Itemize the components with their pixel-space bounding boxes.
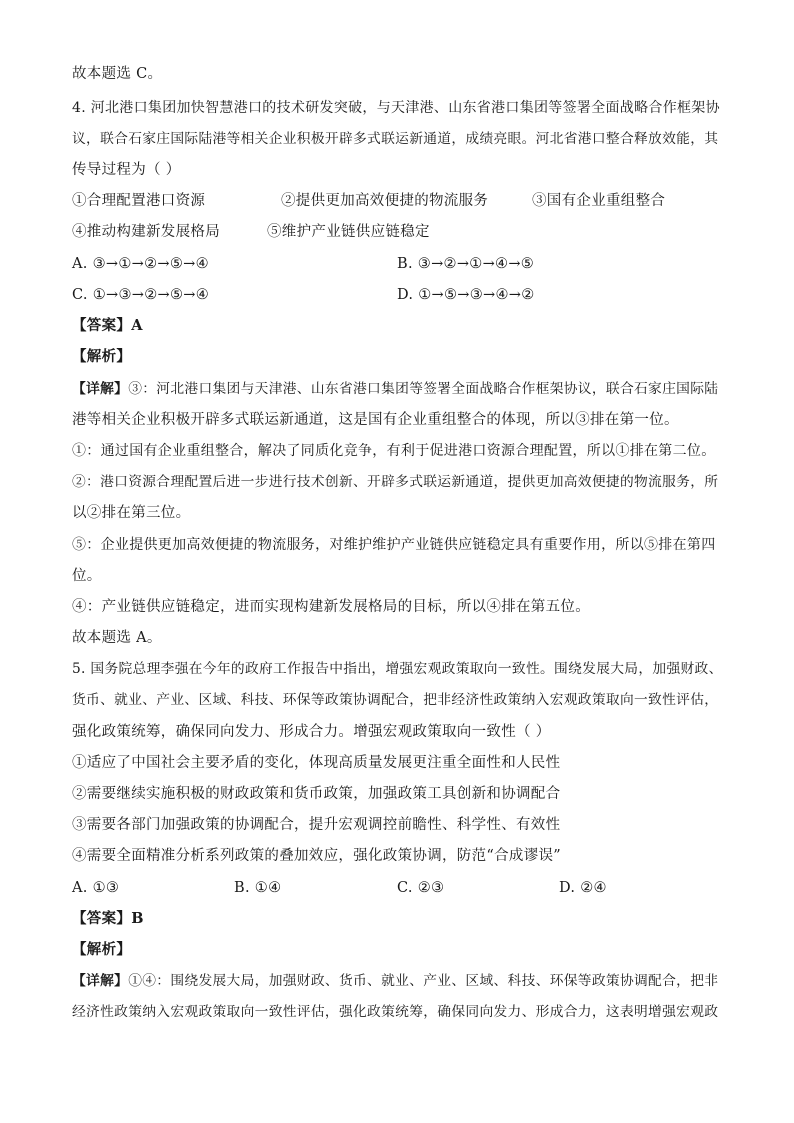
question-4-item-2: ②提供更加高效便捷的物流服务 [281,193,489,209]
detail-text: ①④：围绕发展大局，加强财政、货币、就业、产业、区域、科技、环保等政策协调配合，把非 [128,973,719,989]
question-4-stem-line-1: 4. 河北港口集团加快智慧港口的技术研发突破，与天津港、山东省港口集团等签署全面战略合作框架协 [72,100,720,116]
question-5-stem-line-2: 货币、就业、产业、区域、科技、环保等政策协调配合，把非经济性政策纳入宏观政策取向一致性评估， [72,692,719,708]
question-4-conclusion: 故本题选 A。 [72,630,162,646]
question-4-answer: 【答案】A [72,317,143,334]
question-4-option-b: B. ③→②→①→④→⑤ [397,256,535,272]
question-5-option-d: D. ②④ [559,880,607,896]
question-4-detail-line-6: ⑤：企业提供更加高效便捷的物流服务，对维护维护产业链供应链稳定具有重要作用，所以⑤排在第四 [72,537,716,553]
question-4-detail-line-4: ②：港口资源合理配置后进一步进行技术创新、开辟多式联运新通道，提供更加高效便捷的物流服务，所 [72,474,719,490]
question-5-detail-line-2: 经济性政策纳入宏观政策取向一致性评估，强化政策统筹，确保同向发力、形成合力，这表明增强宏观政 [72,1004,719,1020]
question-4-item-5: ⑤维护产业链供应链稳定 [267,224,430,240]
question-4-detail-line-5: 以②排在第三位。 [72,505,191,521]
question-4-item-3: ③国有企业重组整合 [532,193,666,209]
question-4-item-1: ①合理配置港口资源 [72,193,206,209]
question-5-answer: 【答案】B [72,910,144,927]
detail-heading-label: 【详解】 [72,973,129,989]
question-5-statement-4: ④需要全面精准分析系列政策的叠加效应，强化政策协调，防范“合成谬误” [72,848,562,864]
question-4-analysis-heading: 【解析】 [72,348,132,365]
question-5-stem-line-1: 5. 国务院总理李强在今年的政府工作报告中指出，增强宏观政策取向一致性。围绕发展大局，加强财政、 [72,661,723,677]
question-5-option-c: C. ②③ [397,880,445,896]
question-5-option-a: A. ①③ [72,880,120,896]
previous-conclusion: 故本题选 C。 [72,66,163,82]
question-4-detail-line-1 [72,379,724,399]
question-4-option-d: D. ①→⑤→③→④→② [397,287,535,303]
question-4-detail-line-8: ④：产业链供应链稳定，进而实现构建新发展格局的目标，所以④排在第五位。 [72,599,590,615]
question-5-statement-1: ①适应了中国社会主要矛盾的变化，体现高质量发展更注重全面性和人民性 [72,755,561,771]
question-4-option-a: A. ③→①→②→⑤→④ [72,256,209,272]
question-4-stem-line-2: 议，联合石家庄国际陆港等相关企业积极开辟多式联运新通道，成绩亮眼。河北省港口整合释放效能，其 [72,131,719,147]
question-5-stem-line-3: 强化政策统筹，确保同向发力、形成合力。增强宏观政策取向一致性（ ） [72,724,551,740]
detail-text: ③：河北港口集团与天津港、山东省港口集团等签署全面战略合作框架协议，联合石家庄国际陆 [128,381,719,397]
question-4-detail-line-7: 位。 [72,568,102,584]
question-4-item-4: ④推动构建新发展格局 [72,224,220,240]
question-5-detail-line-1 [72,971,724,991]
question-5-statement-3: ③需要各部门加强政策的协调配合，提升宏观调控前瞻性、科学性、有效性 [72,817,561,833]
question-4-detail-line-2: 港等相关企业积极开辟多式联运新通道，这是国有企业重组整合的体现，所以③排在第一位。 [72,412,679,428]
question-5-statement-2: ②需要继续实施积极的财政政策和货币政策，加强政策工具创新和协调配合 [72,786,561,802]
detail-heading-label: 【详解】 [72,381,129,397]
question-4-stem-line-3: 传导过程为（ ） [72,162,181,178]
question-4-detail-line-3: ①：通过国有企业重组整合，解决了同质化竞争，有利于促进港口资源合理配置，所以①排在第二位。 [72,443,716,459]
question-4-option-c: C. ①→③→②→⑤→④ [72,287,209,303]
question-5-analysis-heading: 【解析】 [72,941,132,958]
question-5-option-b: B. ①④ [234,880,282,896]
